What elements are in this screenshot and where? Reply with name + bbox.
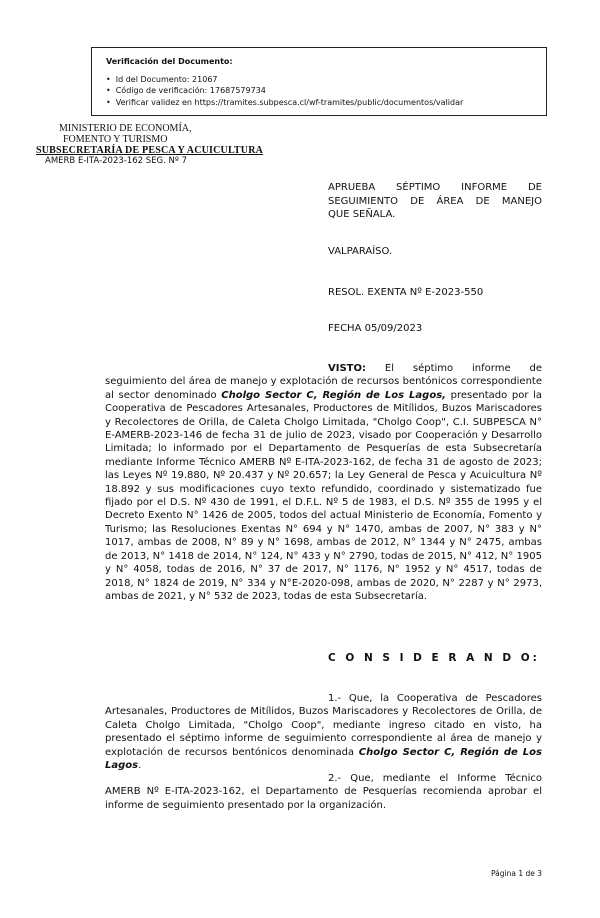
place: VALPARAÍSO. [328,246,393,257]
considerando-item-2: 2.- Que, mediante el Informe Técnico AMERB Nº E-ITA-2023-162, el Departamento de Pesquerías recomienda aprobar el informe de seguimiento presentado por la organización. [105,773,542,811]
item1-text-b: . [138,760,142,772]
item1-text-a: 1.- Que, la Cooperativa de Pescadores Artesanales, Productores de Mitílidos, Buzos Mariscadores y Recolectores de Orilla, de Caleta Cholgo Limitada, "Cholgo Coop", mediante ingreso citado en visto, ha presentado el séptimo informe de seguimiento correspondiente al área de manejo y explotación de recursos bentónicos denominada [105,693,542,758]
resolution-date: FECHA 05/09/2023 [328,323,423,334]
verification-box [91,47,547,116]
visto-paragraph [105,362,542,603]
subject-line-3: QUE SEÑALA. [328,209,396,220]
verification-list [106,74,546,109]
subject-line-2: SEGUIMIENTO DE ÁREA DE MANEJO [328,195,542,207]
considerando-heading: C O N S I D E R A N D O: [328,652,540,664]
resolution-subject [328,181,542,222]
visto-label: VISTO: [328,363,366,374]
verification-code: • Código de verificación: 17687579734 [106,85,546,97]
subject-line-1: APRUEBA SÉPTIMO INFORME DE [328,182,542,193]
document-id: • Id del Documento: 21067 [106,74,546,86]
resolution-number: RESOL. EXENTA Nº E-2023-550 [328,287,484,298]
verification-url[interactable]: • Verificar validez en https://tramites.subpesca.cl/wf-tramites/public/documentos/validar [106,97,546,109]
subsecretaria-name: SUBSECRETARÍA DE PESCA Y ACUICULTURA [36,145,264,156]
considerando-item-1 [105,692,542,772]
ministry-name: MINISTERIO DE ECONOMÍA, [59,123,192,134]
page-number: Página 1 de 3 [490,869,542,878]
ministry-name-2: FOMENTO Y TURISMO [63,134,168,145]
reference-number: AMERB E-ITA-2023-162 SEG. Nº 7 [45,156,187,166]
item1-sector: Cholgo Sector C, Región de Los Lagos [105,746,542,772]
letterhead [36,123,263,167]
visto-sector: Cholgo Sector C, Región de Los Lagos, [221,389,446,401]
visto-text-a: El séptimo informe de seguimiento del área de manejo y explotación de recursos bentónicos correspondiente al sector denominado [105,363,542,401]
verification-title: Verificación del Documento: [106,57,233,66]
visto-text-b: presentado por la Cooperativa de Pescadores Artesanales, Productores de Mitílidos, Buzos Mariscadores y Recolectores de Orilla, de Caleta Cholgo Limitada, "Cholgo Coop", C.I. SUBPESCA N° E-AMERB-2023-146 de fecha 31 de julio de 2023, visado por Cooperación y Desarrollo Limitada; lo informado por el Departamento de Pesquerías de esta Subsecretaría mediante Informe Técnico AMERB Nº E-ITA-2023-162, de fecha 31 de agosto de 2023; las Leyes Nº 19.880, Nº 20.437 y Nº 20.657; la Ley General de Pesca y Acuicultura Nº 18.892 y sus modificaciones cuyo texto refundido, coordinado y sistematizado fue fijado por el D.S. Nº 430 de 1991, el D.F.L. Nº 5 de 1983, el D.S. Nº 355 de 1995 y el Decreto Exento N° 1426 de 2005, todos del actual Ministerio de Economía, Fomento y Turismo; las Resoluciones Exentas N° 694 y N° 1470, ambas de 2007, N° 383 y N° 1017, ambas de 2008, N° 89 y N° 1698, ambas de 2012, N° 1344 y N° 2475, ambas de 2013, N° 1418 de 2014, N° 124, N° 433 y N° 2790, todas de 2015, N° 412, N° 1905 y N° 4058, todas de 2016, N° 37 de 2017, N° 1176, N° 1952 y N° 4517, todas de 2018, N° 1824 de 2019, N° 334 y N°E-2020-098, ambas de 2020, N° 2287 y N° 2973, ambas de 2021, y N° 532 de 2023, todas de esta Subsecretaría. [105,389,542,602]
